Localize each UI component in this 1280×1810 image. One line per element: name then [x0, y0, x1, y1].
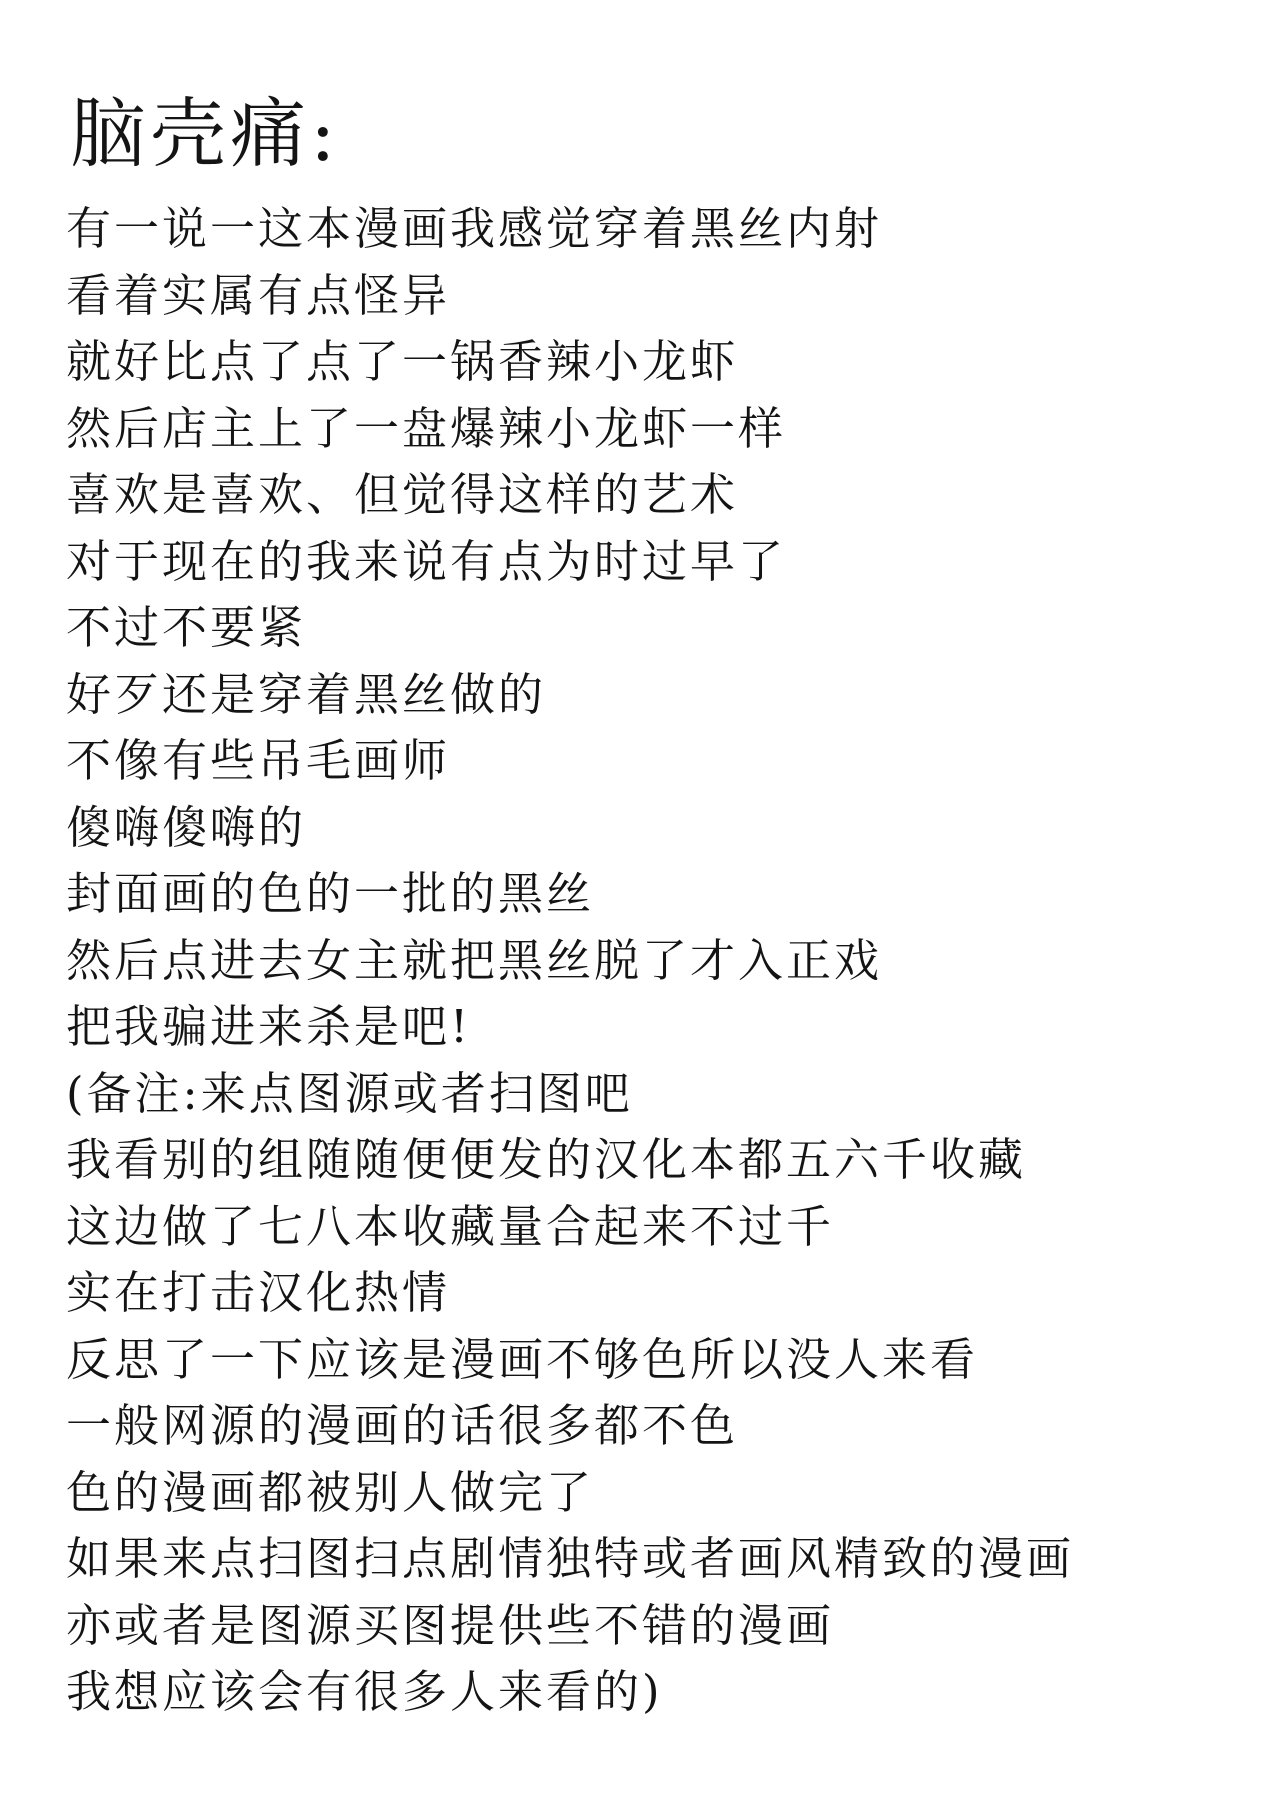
note-line: 我看别的组随随便便发的汉化本都五六千收藏: [66, 1133, 1027, 1186]
note-line: 然后点进去女主就把黑丝脱了才入正戏: [66, 933, 883, 987]
note-body: [66, 196, 1256, 1726]
note-line: 反思了一下应该是漫画不够色所以没人来看: [66, 1332, 979, 1386]
note-line: 这边做了七八本收藏量合起来不过千: [66, 1199, 835, 1253]
note-line: 喜欢是喜欢、但觉得这样的艺术: [66, 468, 739, 521]
note-line: 好歹还是穿着黑丝做的: [66, 667, 547, 721]
note-line: 一般网源的漫画的话很多都不色: [66, 1399, 739, 1452]
note-line: 实在打击汉化热情: [66, 1266, 451, 1319]
note-line: 就好比点了点了一锅香辣小龙虾: [66, 335, 739, 388]
note-title: 脑壳痛:: [70, 89, 340, 178]
note-line: 傻嗨傻嗨的: [66, 800, 307, 854]
note-line: 封面画的色的一批的黑丝: [66, 867, 595, 920]
note-line: (备注:来点图源或者扫图吧: [66, 1066, 633, 1120]
note-line: 不像有些吊毛画师: [66, 734, 451, 787]
note-line: 对于现在的我来说有点为时过早了: [66, 534, 787, 588]
note-line: 看着实属有点怪异: [66, 268, 451, 322]
note-line: 亦或者是图源买图提供些不错的漫画: [66, 1598, 835, 1652]
note-line: 色的漫画都被别人做完了: [66, 1465, 595, 1519]
note-line: 如果来点扫图扫点剧情独特或者画风精致的漫画: [66, 1532, 1075, 1585]
note-line: 把我骗进来杀是吧!: [66, 1000, 472, 1053]
note-line: 我想应该会有很多人来看的): [66, 1665, 663, 1718]
note-line: 不过不要紧: [66, 601, 307, 654]
note-line: 有一说一这本漫画我感觉穿着黑丝内射: [66, 202, 883, 255]
note-line: 然后店主上了一盘爆辣小龙虾一样: [66, 401, 787, 455]
